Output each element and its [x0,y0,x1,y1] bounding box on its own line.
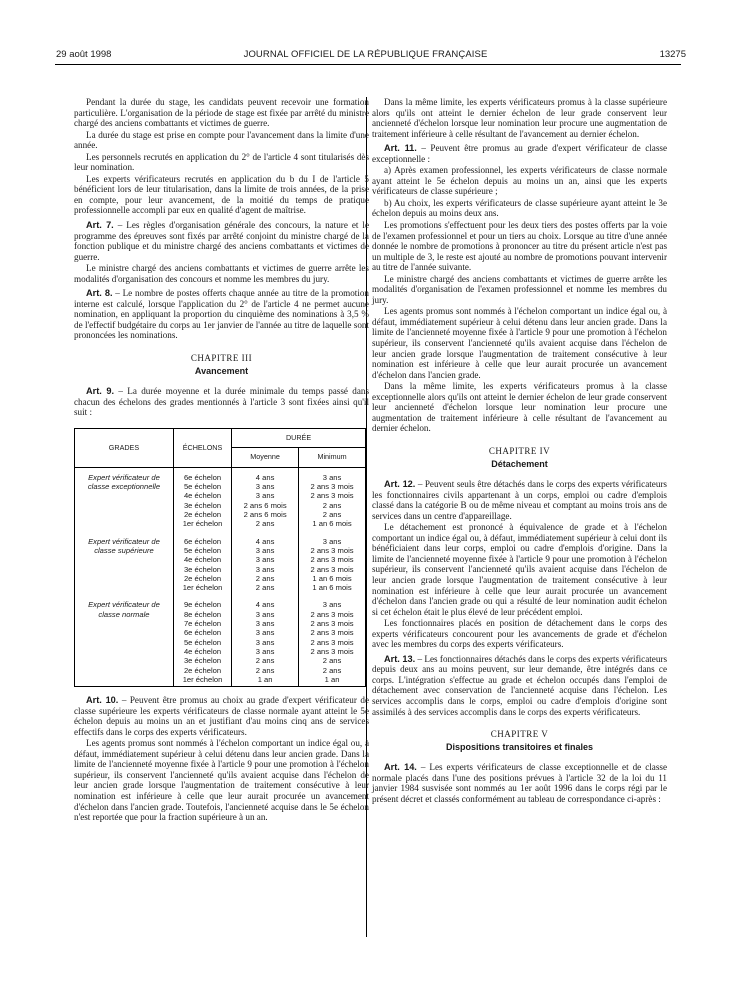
paragraph: Dans la même limite, les experts vérificateurs promus à la classe supérieure alors qu'ils ont atteint le dernier échelon de leur grade conservent leur ancienneté d'échelon lorsque leur nomination leur procure une augmentation de traitement inférieure à celle résultant de l'avancement au dernier échelon. [372,97,667,139]
table-cell-value: 2 ans 3 mois [310,637,354,647]
table-cell-value: 2 ans [322,656,342,666]
table-cell-value: 5e échelon [183,637,222,647]
paragraph: Les agents promus sont nommés à l'échelon comportant un indice égal ou, à défaut, immédiatement supérieur à celui détenu dans leur ancien grade. Dans la limite de l'ancienneté moyenne fixée à l'article 9 pour une promotion à l'échelon supérieur, ils conservent l'ancienneté qu'ils avaient acquise dans l'échelon de leur ancien grade lorsque l'augmentation de traitement consécutive à leur nomination est inférieure à celle que leur aurait procurée un avancement d'échelon dans l'ancien grade. [372,306,667,380]
col-header-grades: GRADES [75,428,174,467]
article-label: Art. 11. [384,143,417,154]
table-cell-value: 9e échelon [183,600,222,610]
table-cell-value: 6e échelon [183,628,222,638]
table-cell-value: 6e échelon [183,536,222,546]
table-cell-value: 1 an [324,674,340,684]
article-label: Art. 14. [384,762,417,773]
table-cell-value: 2 ans [255,583,275,593]
paragraph: Pendant la durée du stage, les candidats peuvent recevoir une formation particulière. L'organisation de la période de stage est fixée par arrêté du ministre chargé des anciens combattants et victimes de guerre. [74,97,369,129]
col-header-moyenne: Moyenne [232,448,299,468]
duree-minimum-list [299,531,366,595]
table-cell-value: 3 ans [255,637,275,647]
paragraph: Les fonctionnaires placés en position de détachement dans le corps des experts vérificateurs concourent pour les avancements de grade et d'échelon avec les membres du corps des experts vérificateurs. [372,618,667,650]
table-cell-value: 2 ans 3 mois [310,555,354,565]
article-label: Art. 12. [384,479,416,490]
article-8: Art. 8. – Le nombre de postes offerts chaque année au titre de la promotion interne est calculé, lorsque l'application du 2° de l'article 4 ne permet aucune nomination, en appliquant la proportion du cinquième des nominations à 3,5 % de l'effectif budgétaire du corps au 1er janvier de l'année au titre de laquelle sont prononcées les nominations. [74,288,369,341]
table-cell-value: 7e échelon [183,619,222,629]
chapter-title: Avancement [194,365,249,376]
table-row [75,531,366,595]
table-cell-value: 3 ans [322,472,342,482]
chapter-heading: CHAPITRE V [490,729,549,740]
table-cell-value: 2e échelon [183,573,222,583]
echelon-list [173,594,231,686]
header-page-number: 13275 [659,49,686,60]
article-13: Art. 13. – Les fonctionnaires détachés dans le corps des experts vérificateurs depuis deux ans au moins peuvent, sur leur demande, être intégrés dans ce corps. L'intégration s'effectue au grade et échelon occupés dans l'emploi de détachement avec conservation de l'ancienneté acquise dans l'échelon. Les services accomplis dans le corps, emploi ou cadre d'emplois d'origine sont assimilés à des services accomplis dans le corps des experts vérificateurs. [372,653,667,717]
table-cell-value: 2 ans [255,519,275,529]
table-cell-value: 2 ans 3 mois [310,619,354,629]
paragraph: a) Après examen professionnel, les experts vérificateurs de classe normale ayant atteint le 5e échelon depuis au moins un an, ainsi que les experts vérificateurs de classe supérieure ; [372,165,667,197]
table-cell-value: 2 ans 3 mois [310,628,354,638]
table-cell-value: 1 an 6 mois [312,519,352,529]
table-cell-value: 4e échelon [183,555,222,565]
col-header-echelons: ÉCHELONS [173,428,231,467]
echelon-list [173,531,231,595]
table-cell-value: 3 ans [255,609,275,619]
article-14: Art. 14. – Les experts vérificateurs de classe exceptionnelle et de classe normale placés dans l'une des positions prévues à l'article 32 de la loi du 11 janvier 1984 susvisée sont nommés au 1er août 1996 dans le corps régi par le présent décret et classés conformément au tableau de correspondance ci-après : [372,762,667,804]
grade-name: Expert vérificateur de classe exceptionnelle [75,467,174,530]
table-cell-value: 2 ans 3 mois [310,545,354,555]
header-date: 29 août 1998 [56,49,112,60]
table-cell-value: 2 ans [322,665,342,675]
article-11: Art. 11. – Peuvent être promus au grade d'expert vérificateur de classe exceptionnelle : [372,143,667,164]
table-cell-value: 2 ans [322,510,342,520]
article-label: Art. 7. [86,220,114,231]
table-cell-value: 3e échelon [183,500,222,510]
duree-moyenne-list [232,531,299,595]
table-row [75,467,366,530]
table-cell-value: 2 ans [322,500,342,510]
table-cell-value: 1 an 6 mois [312,583,352,593]
table-cell-value: 2 ans 3 mois [310,482,354,492]
table-cell-value: 8e échelon [183,609,222,619]
paragraph: Les personnels recrutés en application du 2° de l'article 4 sont titularisés dès leur nomination. [74,151,369,173]
paragraph: Le ministre chargé des anciens combattants et victimes de guerre arrête les modalités d'organisation des concours et nomme les membres du jury. [74,263,369,284]
header-title: JOURNAL OFFICIEL DE LA RÉPUBLIQUE FRANÇAISE [243,49,488,60]
table-cell-value: 3 ans [255,491,275,501]
paragraph: Le ministre chargé des anciens combattants et victimes de guerre arrête les modalités d'organisation de l'examen professionnel et nomme les membres du jury. [372,273,667,305]
article-9: Art. 9. – La durée moyenne et la durée minimale du temps passé dans chacun des échelons des grades mentionnés à l'article 3 sont fixées ainsi qu'il suit : [74,386,369,418]
table-cell-value: 2 ans 3 mois [310,646,354,656]
table-cell-value: 4e échelon [183,491,222,501]
table-cell-value: 2 ans 3 mois [310,564,354,574]
table-cell-value: 2e échelon [183,510,222,520]
paragraph: Les agents promus sont nommés à l'échelon comportant un indice égal ou, à défaut, immédiatement supérieur à celui détenu dans leur ancien grade. Dans la limite de l'ancienneté moyenne fixée à l'article 9 pour une promotion à l'échelon supérieur, ils conservent l'ancienneté qu'ils avaient acquise dans l'échelon de leur ancien grade lorsque l'augmentation de traitement consécutive à leur nomination est inférieure à celle que leur aurait procurée un avancement d'échelon dans l'ancien grade. Toutefois, l'ancienneté acquise dans le 5e échelon n'est reportée que pour la fraction supérieure à un an. [74,738,369,823]
chapter-title: Détachement [491,458,548,469]
table-cell-value: 2 ans [255,656,275,666]
col-header-duree: DURÉE [232,428,366,448]
article-label: Art. 8. [86,288,113,299]
table-cell-value: 2e échelon [183,665,222,675]
table-cell-value: 3 ans [255,545,275,555]
table-cell-value: 2 ans [255,573,275,583]
paragraph: Les promotions s'effectuent pour les deux tiers des postes offerts par la voie de l'examen professionnel et pour un tiers au choix. Lorsque au titre d'une année donnée le nombre de promotions à prononcer au titre du présent article n'est pas un multiple de 3, le reste est ajouté au nombre de promotions pouvant intervenir au titre de l'année suivante. [372,220,667,273]
table-cell-value: 3 ans [255,628,275,638]
paragraph: La durée du stage est prise en compte pour l'avancement dans la limite d'une année. [74,129,369,151]
table-cell-value: 3e échelon [183,656,222,666]
col-header-minimum: Minimum [299,448,366,468]
table-cell-value: 3 ans [255,619,275,629]
table-cell-value: 3 ans [322,536,342,546]
table-cell-value: 2 ans [255,665,275,675]
article-10: Art. 10. – Peuvent être promus au choix au grade d'expert vérificateur de classe supérieure les experts vérificateurs de classe normale ayant atteint le 5e échelon depuis au moins un an et justifiant d'au moins cinq ans de services effectifs dans le corps des experts vérificateurs. [74,695,369,737]
duree-minimum-list [299,594,366,686]
article-label: Art. 10. [86,695,119,706]
table-cell-value: 3 ans [255,555,275,565]
grade-name: Expert vérificateur de classe supérieure [75,531,174,595]
table-cell-value: 1 an [257,674,273,684]
chapter-heading: CHAPITRE IV [488,445,551,456]
table-cell-value: 2 ans 3 mois [310,491,354,501]
duree-minimum-list [299,467,366,530]
paragraph: Le détachement est prononcé à équivalence de grade et à l'échelon comportant un indice égal ou, à défaut, immédiatement supérieur à celui dont ils bénéficiaient dans leur corps, emploi ou cadre d'emplois d'origine. Dans la limite de l'ancienneté moyenne fixée à l'article 9 pour une promotion à l'échelon supérieur, ils conservent l'ancienneté qu'ils avaient acquise dans l'échelon de leur ancien grade lorsque l'augmentation de traitement consécutive à leur nomination est inférieure à celle que leur aurait procurée un avancement d'échelon dans l'ancien grade ou qui a résulté de leur nomination audit échelon si cet échelon était le plus élevé de leur précédent emploi. [372,522,667,617]
table-cell-value: 5e échelon [183,482,222,492]
duree-moyenne-list [232,467,299,530]
table-cell-value: 4e échelon [183,646,222,656]
right-column [372,97,667,805]
left-column [74,97,369,824]
table-cell-value: 2 ans 3 mois [310,609,354,619]
table-cell-value: 3 ans [322,600,342,610]
chapter-heading: CHAPITRE III [190,353,253,364]
table-cell-value: 2 ans 6 mois [243,510,287,520]
paragraph: b) Au choix, les experts vérificateurs de classe supérieure ayant atteint le 3e échelon depuis au moins deux ans. [372,197,667,219]
table-cell-value: 4 ans [255,472,275,482]
header-rule [55,64,681,65]
table-cell-value: 3 ans [255,564,275,574]
grade-name: Expert vérificateur de classe normale [75,594,174,686]
page-header [0,49,731,63]
article-label: Art. 9. [86,386,115,397]
table-cell-value: 4 ans [255,536,275,546]
table-cell-value: 1er échelon [182,583,223,593]
chapter-title: Dispositions transitoires et finales [445,741,594,752]
table-cell-value: 2 ans 6 mois [243,500,287,510]
echelon-list [173,467,231,530]
article-label: Art. 13. [384,653,416,664]
table-cell-value: 4 ans [255,600,275,610]
duree-moyenne-list [232,594,299,686]
article-7: Art. 7. – Les règles d'organisation générale des concours, la nature et le programme des épreuves sont fixés par arrêté conjoint du ministre chargé de la fonction publique et du ministre chargé des anciens combattants et victimes de guerre. [74,220,369,262]
table-cell-value: 6e échelon [183,472,222,482]
table-cell-value: 1er échelon [182,519,223,529]
table-cell-value: 3 ans [255,646,275,656]
table-cell-value: 3e échelon [183,564,222,574]
article-12: Art. 12. – Peuvent seuls être détachés dans le corps des experts vérificateurs les fonctionnaires civils appartenant à un corps, emploi ou cadre d'emplois classé dans la catégorie B ou de même niveau et comptant au moins trois ans de services dans un centre d'appareillage. [372,479,667,521]
duration-table [74,428,366,687]
paragraph: Dans la même limite, les experts vérificateurs promus à la classe exceptionnelle alors qu'ils ont atteint le dernier échelon de leur grade conservent leur ancienneté d'échelon lorsque leur nomination leur procure une augmentation de traitement inférieure à celle résultant de l'avancement au dernier échelon. [372,381,667,434]
table-cell-value: 3 ans [255,482,275,492]
table-cell-value: 5e échelon [183,545,222,555]
table-cell-value: 1er échelon [182,674,223,684]
table-cell-value: 1 an 6 mois [312,573,352,583]
table-row [75,594,366,686]
paragraph: Les experts vérificateurs recrutés en application du b du I de l'article 5 bénéficient lors de leur titularisation, dans la limite de trois années, de la prise en compte, pour leur avancement, de la moitié du temps de pratique professionnelle accompli par eux en qualité d'agent de maîtrise. [74,173,369,216]
